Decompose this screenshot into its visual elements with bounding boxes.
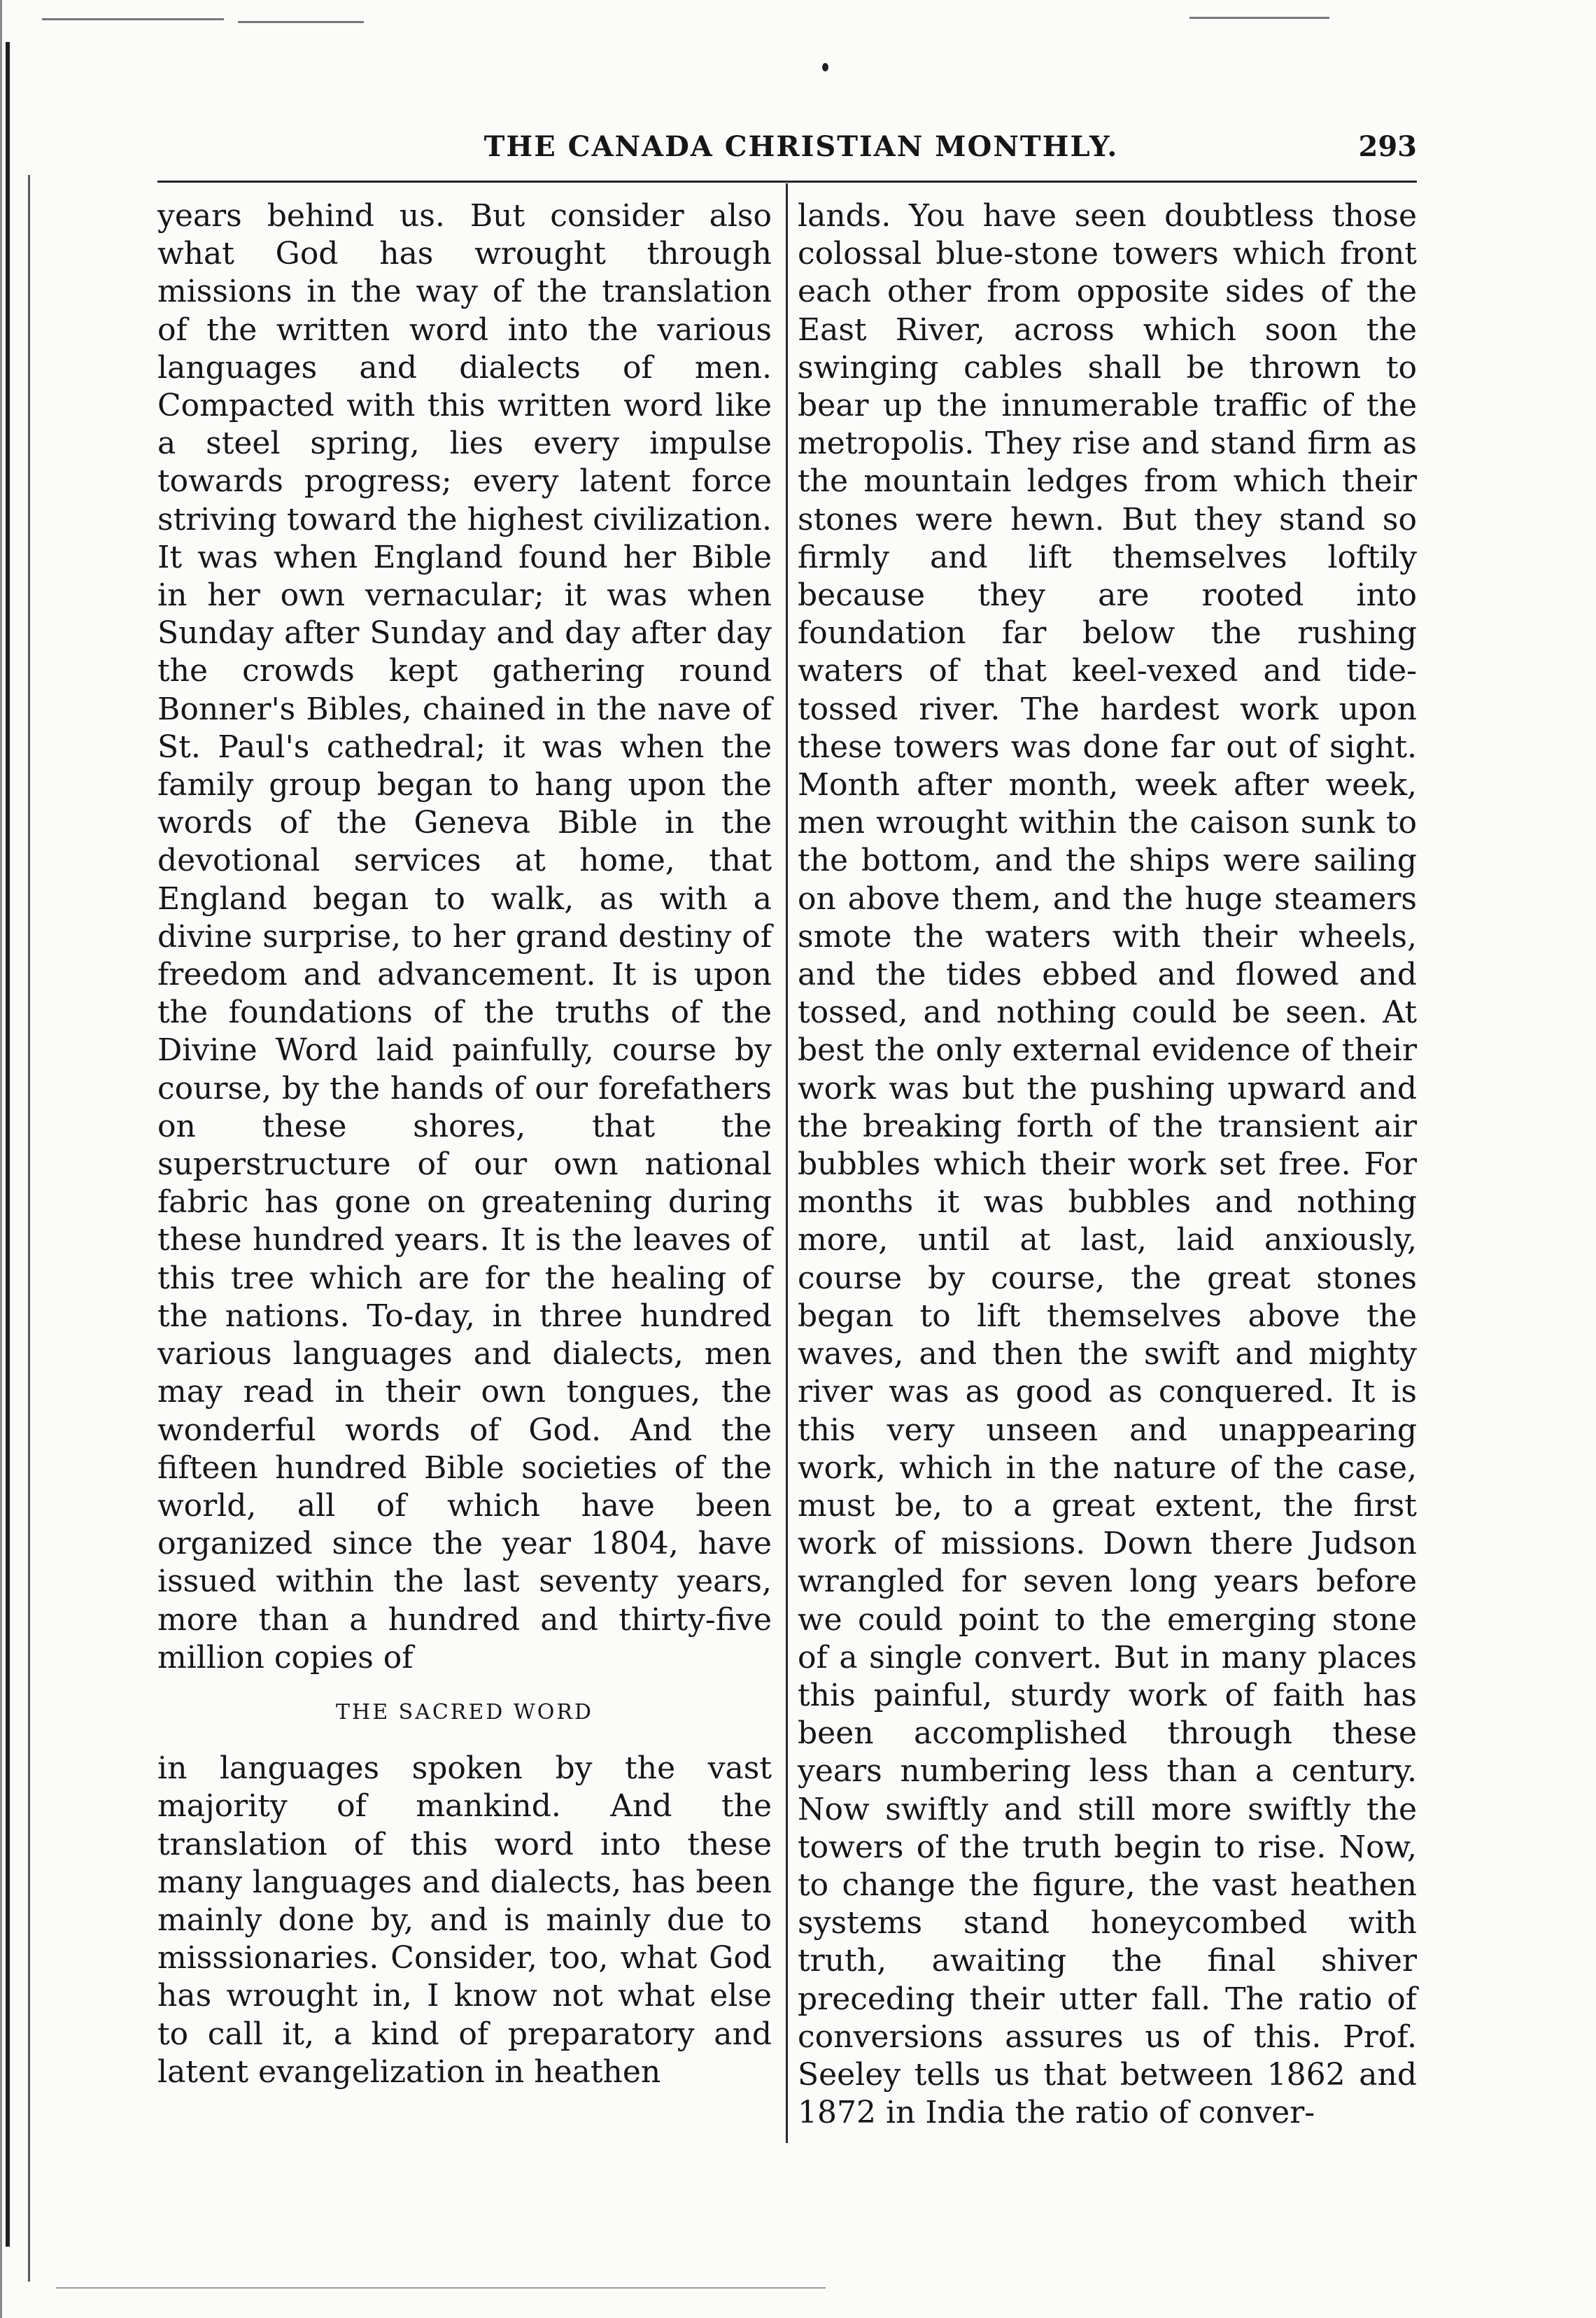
column-divider bbox=[786, 183, 788, 2143]
journal-title: THE CANADA CHRISTIAN MONTHLY. bbox=[483, 130, 1119, 163]
body-paragraph: in languages spoken by the vast majority of mankind. And the translation of this word into these many languages and dialects, has been mainly done by, and is mainly due to misssionaries. Consider, too, what God has wrought in, I know not what else to call it, a kind of preparatory and latent evangelization in heathen bbox=[157, 1750, 772, 2090]
scan-noise bbox=[1189, 17, 1329, 19]
section-heading: THE SACRED WORD bbox=[336, 1699, 593, 1725]
binding-shadow bbox=[28, 175, 30, 2282]
scan-noise bbox=[56, 2287, 826, 2289]
binding-edge bbox=[6, 42, 10, 2247]
running-header bbox=[157, 130, 1417, 171]
right-column bbox=[798, 197, 1417, 2132]
body-paragraph: years behind us. But consider also what God has wrought through missions in the way of the translation of the written word into the various languages and dialects of men. Compacted with this written word like a steel spring, lies every impulse towards progress; every latent force striving toward the highest civilization. It was when England found her Bible in her own vernacular; it was when Sunday after Sunday and day after day the crowds kept gathering round Bonner's Bibles, chained in the nave of St. Paul's cathedral; it was when the family group began to hang upon the words of the Geneva Bible in the devotional services at home, that England began to walk, as with a divine surprise, to her grand destiny of freedom and advancement. It is upon the foundations of the truths of the Divine Word laid painfully, course by course, by the hands of our forefathers on these shores, that the superstructure of our own national fabric has gone on greatening during these hundred years. It is the leaves of this tree which are for the healing of the nations. To-day, in three hundred various languages and dialects, men may read in their own tongues, the wonderful words of God. And the fifteen hundred Bible societies of the world, all of which have been organized since the year 1804, have issued within the last seventy years, more than a hundred and thirty-five million copies of bbox=[157, 198, 772, 1676]
ink-dot bbox=[822, 63, 828, 71]
page-number: 293 bbox=[1358, 130, 1417, 163]
left-column bbox=[157, 197, 772, 2091]
scan-noise bbox=[42, 18, 224, 20]
page-edge bbox=[0, 0, 2, 2318]
body-paragraph: lands. You have seen doubtless those colossal blue-stone towers which front each other from opposite sides of the East River, across which soon the swinging cables shall be thrown to bear up the innumerable traffic of the metropolis. They rise and stand firm as the mountain ledges from which their stones were hewn. But they stand so firmly and lift themselves loftily because they are rooted into foundation far below the rushing waters of that keel-vexed and tide-tossed river. The hardest work upon these towers was done far out of sight. Month after month, week after week, men wrought within the caison sunk to the bottom, and the ships were sailing on above them, and the huge steamers smote the waters with their wheels, and the tides ebbed and flowed and tossed, and nothing could be seen. At best the only external evidence of their work was but the pushing upward and the breaking forth of the transient air bubbles which their work set free. For months it was bubbles and nothing more, until at last, laid anxiously, course by course, the great stones began to lift themselves above the waves, and then the swift and mighty river was as good as conquered. It is this very unseen and unappearing work, which in the nature of the case, must be, to a great extent, the first work of missions. Down there Judson wrangled for seven long years before we could point to the emerging stone of a single convert. But in many places this painful, sturdy work of faith has been accomplished through these years numbering less than a century. Now swiftly and still more swiftly the towers of the truth begin to rise. Now, to change the figure, the vast heathen systems stand honeycombed with truth, awaiting the final shiver preceding their utter fall. The ratio of conversions assures us of this. Prof. Seeley tells us that between 1862 and 1872 in India the ratio of conver- bbox=[798, 198, 1417, 2131]
header-rule bbox=[157, 181, 1417, 183]
scan-noise bbox=[238, 21, 364, 23]
